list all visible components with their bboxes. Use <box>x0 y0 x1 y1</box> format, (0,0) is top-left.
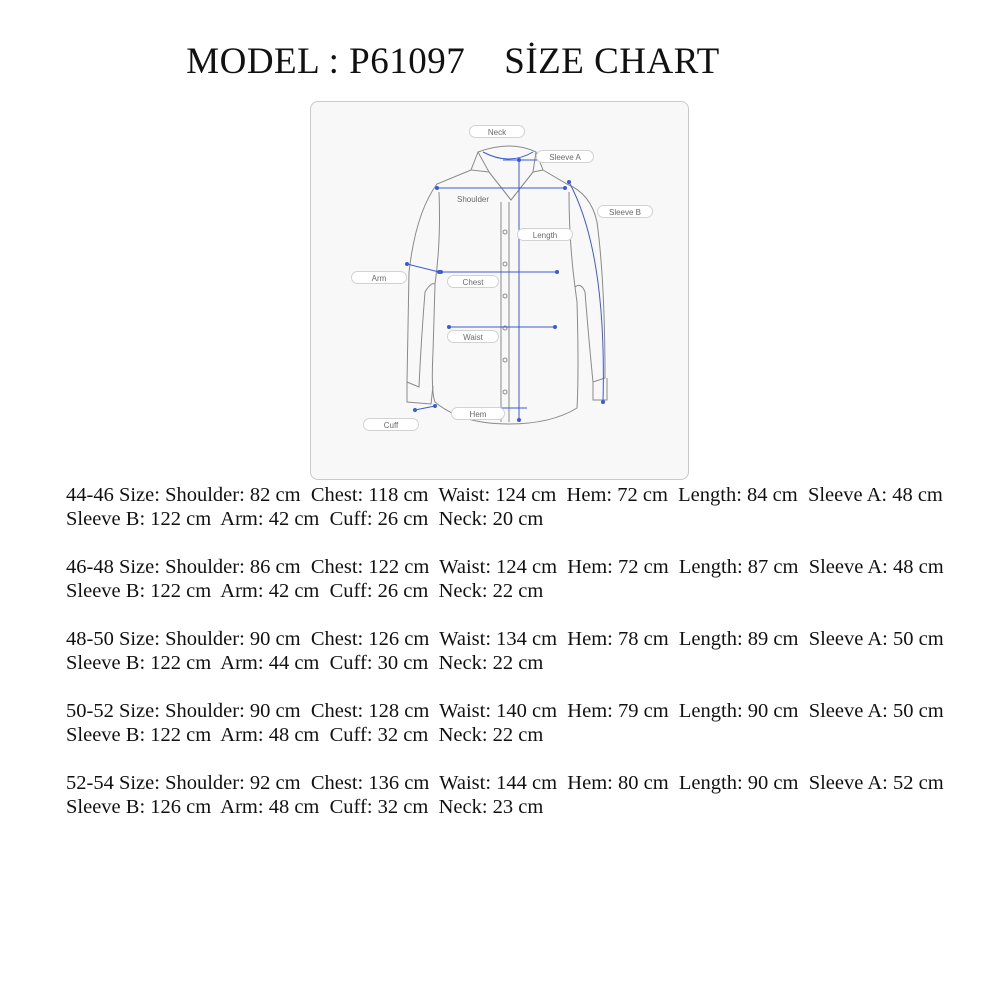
size-list <box>66 483 954 843</box>
sleeve-a-label: Sleeve A <box>536 150 594 163</box>
size-entry-50-52: 50-52 Size: Shoulder: 90 cm Chest: 128 cm Waist: 140 cm Hem: 79 cm Length: 90 cm Sleeve A: 50 cm Sleeve B: 122 cm Arm: 48 cm Cuff: 32 cm Neck: 22 cm <box>66 700 954 746</box>
hem-label: Hem <box>451 407 505 420</box>
arm-label: Arm <box>351 271 407 284</box>
sleeve-b-label: Sleeve B <box>597 205 653 218</box>
size-entry-48-50: 48-50 Size: Shoulder: 90 cm Chest: 126 cm Waist: 134 cm Hem: 78 cm Length: 89 cm Sleeve A: 50 cm Sleeve B: 122 cm Arm: 44 cm Cuff: 30 cm Neck: 22 cm <box>66 628 954 674</box>
neck-label: Neck <box>469 125 525 138</box>
size-entry-46-48: 46-48 Size: Shoulder: 86 cm Chest: 122 cm Waist: 124 cm Hem: 72 cm Length: 87 cm Sleeve A: 48 cm Sleeve B: 122 cm Arm: 42 cm Cuff: 26 cm Neck: 22 cm <box>66 556 954 602</box>
chart-label: SİZE CHART <box>504 41 720 82</box>
waist-label: Waist <box>447 330 499 343</box>
page-title <box>0 40 906 83</box>
size-entry-44-46: 44-46 Size: Shoulder: 82 cm Chest: 118 cm Waist: 124 cm Hem: 72 cm Length: 84 cm Sleeve A: 48 cm Sleeve B: 122 cm Arm: 42 cm Cuff: 26 cm Neck: 20 cm <box>66 484 954 530</box>
shoulder-label: Shoulder <box>456 195 490 204</box>
size-entry-52-54: 52-54 Size: Shoulder: 92 cm Chest: 136 cm Waist: 144 cm Hem: 80 cm Length: 90 cm Sleeve A: 52 cm Sleeve B: 126 cm Arm: 48 cm Cuff: 32 cm Neck: 23 cm <box>66 772 954 818</box>
length-label: Length <box>517 228 573 241</box>
chest-label: Chest <box>447 275 499 288</box>
shirt-measurement-diagram <box>310 101 689 480</box>
cuff-label: Cuff <box>363 418 419 431</box>
model-label: MODEL : <box>186 41 340 82</box>
model-code: P61097 <box>349 41 466 82</box>
